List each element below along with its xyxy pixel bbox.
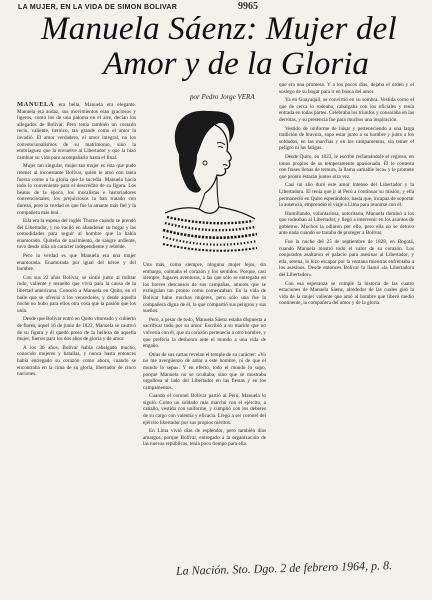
title-line-2: Amor y de la Gloria (103, 46, 369, 82)
article-paragraph (17, 275, 136, 315)
article-paragraph (17, 253, 136, 273)
article-paragraph (279, 82, 414, 95)
title-line-1: Manuela Sáenz: Mujer del (41, 11, 397, 47)
article-paragraph (143, 317, 266, 350)
paragraph-text: Casi un año duró este amor intenso del Libertador y la Libertadora. El tenía que ir al Perú a continuar su misión, y ella permaneció en Quito esperándolo, hasta que, incapaz de soportar la ausencia, emprendió el viaje a Lima para reunirse con él. (279, 182, 414, 209)
paragraph-text: Vestido de uniforme de húsar y perteneciendo a una larga tradición de bravura, supo estar junto a su hombre y junto a los soldados, en las marchas y en los campamentos, sin temer el peligro ni las fatigas. (279, 125, 414, 152)
article-paragraph (17, 316, 136, 342)
paragraph-text: Pero la verdad es que Manuela era una mujer enamorada. Enamorada por igual del héroe y del hombre. (17, 253, 136, 273)
article-paragraph (17, 345, 136, 378)
article-paragraph (279, 97, 414, 123)
paragraph-text: Pero, a pesar de todo, Manuela Sáenz estaba dispuesta a sacrificar todo por su amor. Escribió a su marido que no volvería con él, que su corazón pertenecía a otro hombre, y que prefería la deshonra ante el mundo a una vida de engaño. (143, 316, 266, 350)
handwritten-citation-note: La Nación. Sto. Dgo. 2 de febrero 1964, p. 8. (175, 558, 393, 578)
article-byline: por Pedro Jorge VERA (190, 93, 255, 101)
paragraph-text: Desde que Bolívar entró en Quito vitoreado y cubierto de flores, aquel 16 de junio de 1822, Manuela se cautivó de su figura y él quedó preso de la belleza de aquella mujer, fueron para los dos años de gloria y de amor. (17, 316, 136, 343)
article-column-middle (143, 262, 266, 568)
dropcap-word: MANUELA (17, 102, 59, 108)
article-paragraph (17, 163, 136, 216)
article-paragraph (17, 218, 136, 251)
paragraph-text: Con esa esperanza se cumple la historia de las cuatro estaciones de Manuela Sáenz, alrededor de las cuales giró la vida de la mujer valiente que amó al hombre que liberó medio continente, la compañera del amor y de la gloria. (279, 280, 414, 307)
article-paragraph (143, 428, 266, 448)
article-paragraph (17, 102, 136, 161)
article-title (24, 12, 414, 82)
article-paragraph (279, 211, 414, 237)
handwritten-page-number: 9965 (238, 1, 258, 12)
paragraph-text: En Lima vivió días de esplendor, pero también días amargos, porque Bolívar, entregado a la organización de las nuevas repúblicas, tenía poco tiempo para ella. (143, 428, 266, 448)
portrait-illustration (145, 103, 267, 255)
article-paragraph (279, 154, 414, 180)
paragraph-text: era bella, Manuela era elegante. Manuela era audaz, sus movimientos eran graciosos y ligeros, como los de una paloma en el aire, decían los allegados de Bolívar. Pero tenía también un corazón recio, valiente, heroico, tan grande como el amor la invadió. El amor verdadero, el amor integral, no los convencionalismos de su matrimonio, sino la embriaguez que la envuelve al Libertador y que la hizo cambiar su vida para acompañarlo hasta el final. (17, 102, 136, 161)
paragraph-text: Fue la noche del 25 de septiembre de 1828, en Bogotá, cuando Manuela mostró todo el valor de su corazón. Los conjurados asaltaron el palacio para asesinar al Libertador, y ella, serena, lo hizo escapar por la ventana mientras enfrentaba a los asesinos. Desde entonces Bolívar la llamó «la Libertadora del Libertador». (279, 239, 414, 279)
article-paragraph (143, 352, 266, 392)
paragraph-text: que era una promesa. Y a los pocos días, dejaba el orden y el sosiego de su hogar para ir en busca del amor. (279, 82, 414, 95)
article-column-right (279, 82, 414, 546)
article-paragraph (279, 126, 414, 152)
paragraph-text: Ya en Guayaquil, se convirtió en su sombra. Vestida como el que de cerca lo rodeaba, cabalgaba con los oficiales y tenía entrada en todas partes. Celebraba los triunfos y consolaba en las derrotas, y su presencia fue para muchos una inspiración. (279, 97, 414, 123)
paragraph-text: Otras de sus cartas revelan el temple de su carácter: «Yo no me avergüenzo de amar a este hombre, ni de que el mundo lo sepa». Y en efecto, todo el mundo lo supo, porque Manuela no se ocultaba, sino que se mostraba orgullosa al lado del Libertador en las fiestas y en los campamentos. (143, 351, 266, 391)
paragraph-text: Humillando, voluntariosa, autoritaria, Manuela dominó a los que rodeaban al Libertador, y llegó a intervenir en los asuntos de gobierno. Muchos la odiaron por ello, pero ella no se detuvo ante nada cuando se trataba de proteger a Bolívar. (279, 210, 414, 237)
paragraph-text: Una más, como siempre, ninguna mujer lejos, sin embargo, colmaba el corazón y los sentidos. Porque, casi siempre, fugaces aventuras, a las que sólo se entregaba en los breves descansos de sus campañas, amores que se extinguían tan pronto como comenzaban. En la vida de Bolívar hubo muchas mujeres, pero sólo una fue la compañera digna de él, la que compartió sus peligros y sus sueños. (143, 262, 266, 315)
paragraph-text: Ella era la esposa del inglés Thorne cuando se prendó del Libertador, y no vaciló en abandonar su hogar y las comodidades para seguir al hombre que la había enamorado. Quiteña de nacimiento, de sangre ardiente, tuvo desde niña un carácter independiente y rebelde. (17, 218, 136, 251)
article-paragraph (279, 281, 414, 307)
article-paragraph (143, 262, 266, 315)
article-column-left (17, 102, 136, 554)
section-header: LA MUJER, EN LA VIDA DE SIMON BOLIVAR (18, 4, 178, 11)
article-paragraph (143, 393, 266, 426)
paragraph-text: Cuando el coronel Bolívar partió al Perú, Manuela lo siguió. Como un soldado más marchó con el ejército, a caballo, vestida con uniforme, y cumplió con los deberes de su cargo con valentía y eficacia. Llegó a ser coronel del ejército libertador por sus propios méritos. (143, 393, 266, 426)
article-paragraph (279, 239, 414, 279)
paragraph-text: A los 36 años, Bolívar había cabalgado mucho, conocido mujeres y batallas, y nunca hasta entonces había entregado su corazón como ahora, cuando se encontraba en la cima de su gloria, libertador de cinco naciones. (17, 344, 136, 378)
paragraph-text: Mujer tan singular, mujer tan mujer es ésta que pudo retener al inconstante Bolívar, quien le amó con tanta fuerza como a la gloria que la sucedía. Manuela hacía todo lo conveniente para el descrédito de su figura. Los beatos de la época, los moralistas e historiadores convencionales, los prejuiciosos la han tratado con dureza, pero la verdad es que fue la amante más fiel y la compañera más leal. (17, 163, 136, 216)
paragraph-text: Desde Quito, en 1823, le escribe reclamándole el regreso, en tonos propios de su temperamento apasionado. Él le contesta con frases llenas de ternura, la llama «amable loca» y le promete que pronto estarán juntos otra vez. (279, 153, 414, 180)
article-paragraph (279, 182, 414, 208)
paragraph-text: Con sus 22 años Bolívar, se sintió junto al militar rudo, valiente y resuelto que vivía para la causa de la libertad americana. Conoció a Manuela en Quito, en el baile que se ofreció a los vencedores, y desde aquella noche no hubo para ellos otra cosa que la pasión que los unía. (17, 274, 136, 314)
